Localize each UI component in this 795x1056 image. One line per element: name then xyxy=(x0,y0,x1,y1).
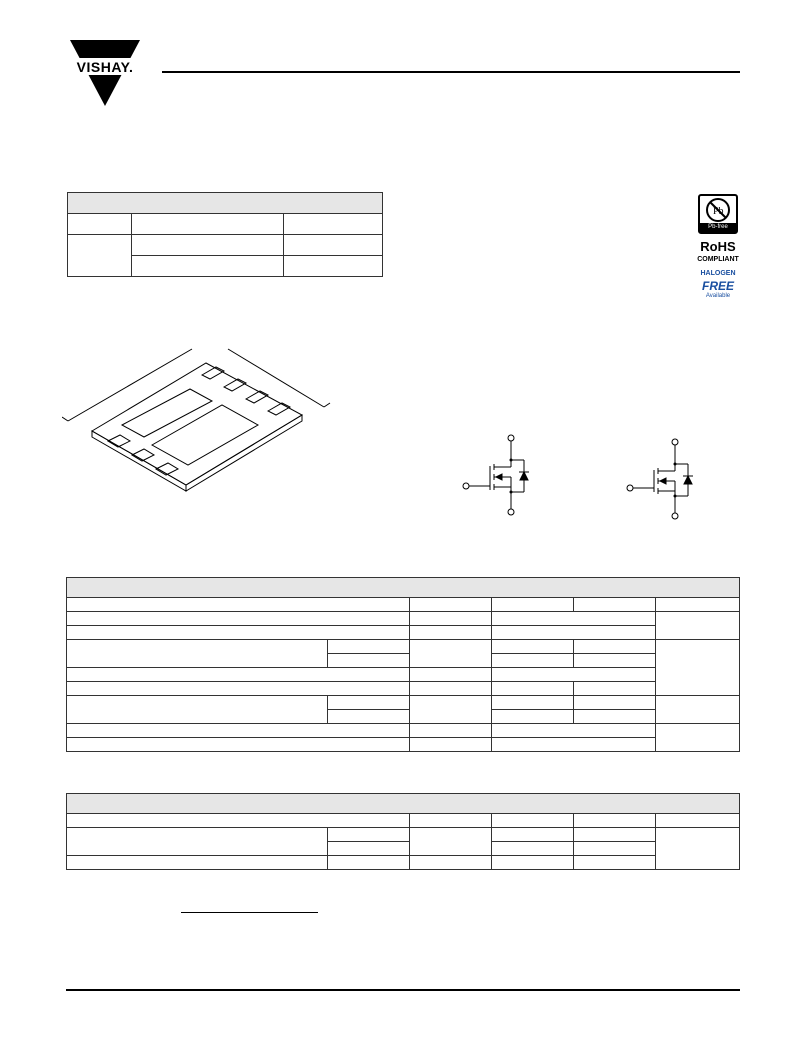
halogen-label: HALOGEN xyxy=(700,270,736,277)
thermal-cell xyxy=(67,814,410,828)
summary-cell xyxy=(284,214,383,235)
pbfree-label: Pb-free xyxy=(700,223,736,232)
ratings-cell xyxy=(410,612,492,626)
ratings-cell xyxy=(328,710,410,724)
ratings-cell xyxy=(492,710,574,724)
thermal-cell xyxy=(67,828,328,856)
ratings-cell xyxy=(574,696,656,710)
logo-text: VISHAY. xyxy=(76,59,134,75)
ratings-cell xyxy=(574,682,656,696)
product-summary-table xyxy=(67,192,383,277)
ratings-cell xyxy=(67,626,410,640)
thermal-cell xyxy=(410,828,492,856)
compliant-label: COMPLIANT xyxy=(697,256,739,263)
ratings-cell xyxy=(328,654,410,668)
ratings-cell xyxy=(656,640,740,696)
ratings-cell xyxy=(67,696,328,724)
thermal-cell xyxy=(328,856,410,870)
available-label: Available xyxy=(705,293,731,299)
vishay-logo xyxy=(64,40,146,106)
ratings-cell xyxy=(410,724,492,738)
thermal-cell xyxy=(492,842,574,856)
lead-free-icon xyxy=(698,194,738,234)
ratings-cell xyxy=(492,738,656,752)
ratings-cell xyxy=(67,668,410,682)
summary-cell xyxy=(132,235,284,256)
ratings-cell xyxy=(656,724,740,752)
ratings-cell xyxy=(67,724,410,738)
thermal-cell xyxy=(574,856,656,870)
ratings-cell xyxy=(410,738,492,752)
ratings-table xyxy=(66,577,740,752)
ratings-cell xyxy=(574,654,656,668)
ratings-cell xyxy=(410,598,492,612)
summary-cell xyxy=(284,256,383,277)
ratings-cell xyxy=(67,598,410,612)
thermal-cell xyxy=(410,856,492,870)
thermal-cell xyxy=(328,842,410,856)
thermal-cell xyxy=(67,856,328,870)
thermal-header xyxy=(67,794,740,814)
ratings-cell xyxy=(574,710,656,724)
thermal-cell xyxy=(656,814,740,828)
ratings-header xyxy=(67,578,740,598)
ratings-cell xyxy=(67,640,328,668)
ratings-cell xyxy=(492,668,656,682)
ratings-cell xyxy=(492,724,656,738)
mosfet-symbol-1-icon xyxy=(458,430,538,520)
free-label: FREE xyxy=(701,279,734,293)
thermal-cell xyxy=(410,814,492,828)
ratings-cell xyxy=(410,640,492,668)
summary-cell xyxy=(68,214,132,235)
ratings-cell xyxy=(492,612,656,626)
ratings-cell xyxy=(492,626,656,640)
summary-cell xyxy=(132,214,284,235)
mosfet-symbol-2-icon xyxy=(622,434,702,524)
thermal-cell xyxy=(492,828,574,842)
ratings-cell xyxy=(492,696,574,710)
ratings-cell xyxy=(328,696,410,710)
header-rule xyxy=(162,71,740,73)
ratings-cell xyxy=(492,598,574,612)
ratings-cell xyxy=(67,682,410,696)
svg-text:Pb: Pb xyxy=(713,206,724,217)
ratings-cell xyxy=(492,682,574,696)
ratings-cell xyxy=(574,640,656,654)
thermal-cell xyxy=(492,856,574,870)
thermal-cell xyxy=(574,842,656,856)
ratings-cell xyxy=(410,626,492,640)
summary-cell xyxy=(68,235,132,277)
thermal-cell xyxy=(574,814,656,828)
ratings-cell xyxy=(656,598,740,612)
thermal-table xyxy=(66,793,740,870)
thermal-cell xyxy=(492,814,574,828)
ratings-cell xyxy=(67,738,410,752)
ratings-cell xyxy=(492,654,574,668)
ratings-cell xyxy=(67,612,410,626)
thermal-cell xyxy=(574,828,656,842)
ratings-cell xyxy=(410,682,492,696)
ratings-cell xyxy=(656,696,740,724)
ratings-cell xyxy=(492,640,574,654)
ratings-cell xyxy=(410,668,492,682)
ratings-cell xyxy=(410,696,492,724)
thermal-cell xyxy=(656,828,740,870)
ratings-cell xyxy=(656,612,740,640)
notes-link-underline xyxy=(181,912,318,913)
ratings-cell xyxy=(574,598,656,612)
no-lead-symbol-icon xyxy=(700,196,736,224)
rohs-label: RoHS xyxy=(700,239,736,254)
summary-header xyxy=(68,193,383,214)
footer-rule xyxy=(66,989,740,991)
summary-cell xyxy=(132,256,284,277)
summary-cell xyxy=(284,235,383,256)
package-drawing-icon xyxy=(62,345,332,495)
ratings-cell xyxy=(328,640,410,654)
thermal-cell xyxy=(328,828,410,842)
